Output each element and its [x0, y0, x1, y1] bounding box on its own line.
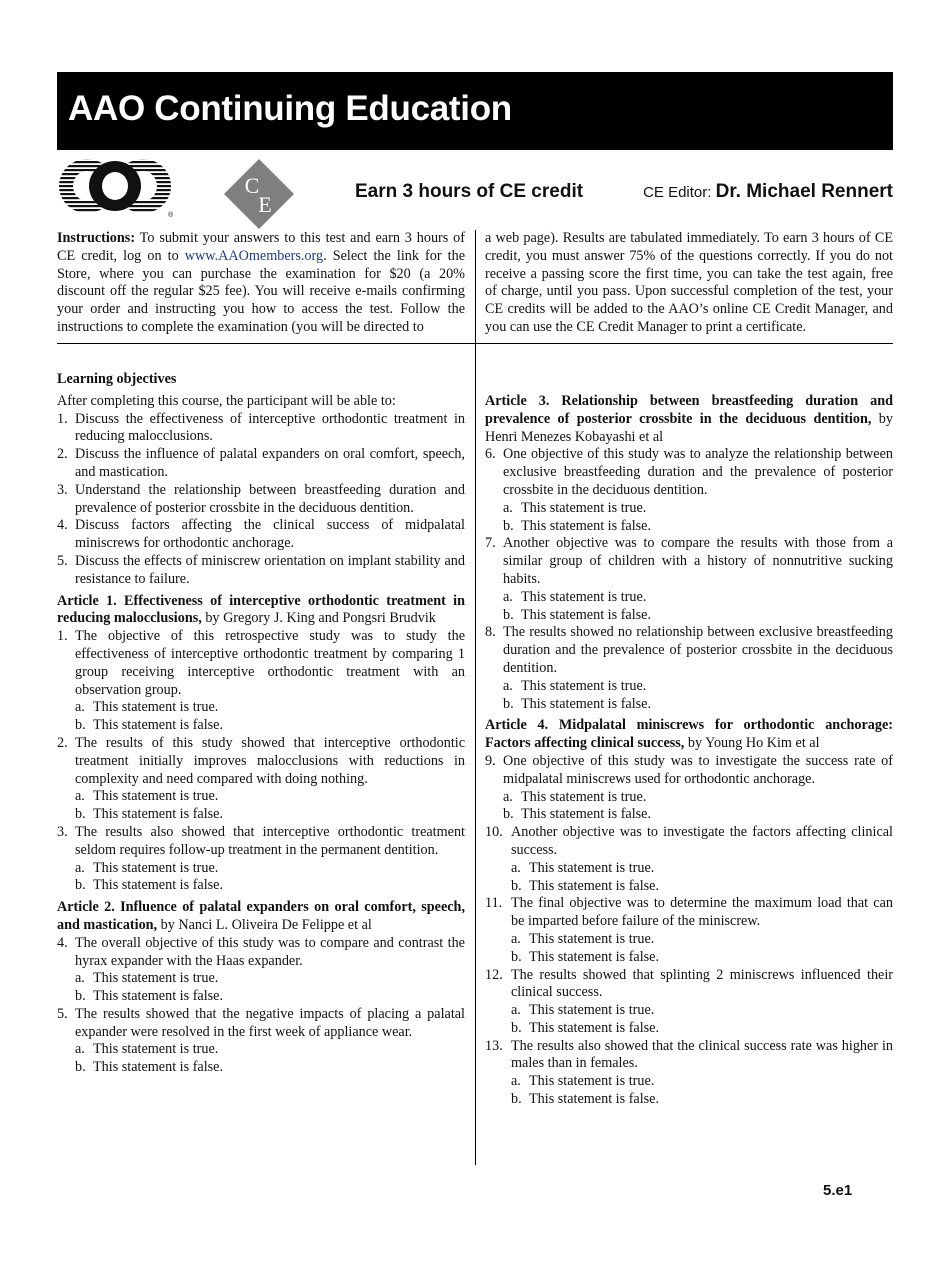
article-4-heading: Article 4. Midpalatal miniscrews for orthodontic anchorage: Factors affecting clinical success, by Young Ho Kim et al: [485, 717, 893, 752]
objectives-intro: After completing this course, the participant will be able to:: [57, 392, 396, 409]
question-7: 7. Another objective was to compare the results with those from a similar group of children with a history of nonnutritive sucking habits.: [485, 535, 893, 587]
question-11: 11. The final objective was to determine the maximum load that can be imparted before failure of the miniscrew.: [485, 895, 893, 930]
option-true[interactable]: a. This statement is true.: [511, 859, 655, 876]
question-6: 6. One objective of this study was to analyze the relationship between exclusive breastfeeding duration and the prevalence of posterior crossbite in the deciduous dentition.: [485, 446, 893, 498]
ce-logo: [222, 157, 296, 231]
question-2: 2. The results of this study showed that interceptive orthodontic treatment initially improves malocclusions with reductions in complexity and need compared with doing nothing.: [57, 734, 465, 787]
question-13: 13. The results also showed that the clinical success rate was higher in males than in females.: [485, 1037, 893, 1072]
option-true[interactable]: a. This statement is true.: [511, 1002, 655, 1019]
left-column: [57, 371, 465, 1077]
option-true[interactable]: a. This statement is true.: [75, 859, 219, 876]
option-false[interactable]: b. This statement is false.: [511, 1091, 660, 1108]
question-12: 12. The results showed that splinting 2 miniscrews influenced their clinical success.: [485, 966, 893, 1001]
option-true[interactable]: a. This statement is true.: [75, 699, 219, 716]
option-true[interactable]: a. This statement is true.: [503, 499, 647, 516]
objectives-list: [57, 411, 465, 589]
option-false[interactable]: b. This statement is false.: [75, 806, 224, 823]
option-false[interactable]: b. This statement is false.: [75, 877, 224, 894]
option-true[interactable]: a. This statement is true.: [503, 677, 647, 694]
instructions-left: [57, 230, 465, 337]
option-false[interactable]: b. This statement is false.: [511, 877, 660, 894]
aao-logo: [57, 157, 175, 219]
option-true[interactable]: a. This statement is true.: [511, 930, 655, 947]
page-title: AAO Continuing Education: [68, 89, 512, 128]
option-true[interactable]: a. This statement is true.: [503, 588, 647, 605]
option-false[interactable]: b. This statement is false.: [75, 988, 224, 1005]
option-false[interactable]: b. This statement is false.: [503, 695, 652, 712]
page-number: 5.e1: [823, 1182, 853, 1199]
question-9: 9. One objective of this study was to investigate the success rate of midpalatal miniscrews used for orthodontic anchorage.: [485, 752, 893, 787]
option-false[interactable]: b. This statement is false.: [511, 948, 660, 965]
option-true[interactable]: a. This statement is true.: [75, 1041, 219, 1058]
instructions-text-2: . Select the link for the Store, where you can purchase the examination for $20 (a 20% discount off the regular $25 fee). You will receive e-mails confirming your order and instructing you how to access the test. Follow the instructions to complete the examination (you will be directed to: [57, 247, 465, 335]
registered-mark: ®: [168, 212, 174, 219]
question-3: 3. The results also showed that interceptive orthodontic treatment seldom requires follow-up treatment in the permanent dentition.: [57, 823, 465, 858]
option-true[interactable]: a. This statement is true.: [511, 1073, 655, 1090]
question-10: 10. Another objective was to investigate the factors affecting clinical success.: [485, 824, 893, 858]
objective-item: 1. Discuss the effectiveness of interceptive orthodontic treatment in reducing malocclusions.: [57, 410, 465, 445]
instructions-right: a web page). Results are tabulated immediately. To earn 3 hours of CE credit, you must answer 75% of the questions correctly. If you do not receive a passing score the first time, you can take the test again, free of charge, until you pass. Upon successful completion of the test, your CE credits will be added to the AAO’s online CE Credit Manager, and you can use the CE Credit Manager to print a certificate.: [485, 230, 893, 335]
ce-logo-e: E: [258, 192, 272, 217]
instructions-text-1: To submit your answers to this test and earn 3 hours of CE credit, log on to: [57, 230, 465, 264]
instructions-label: Instructions:: [57, 230, 136, 246]
header-banner: [57, 72, 893, 150]
column-divider: [475, 230, 476, 1165]
ce-logo-c: C: [244, 173, 260, 198]
objective-item: 3. Understand the relationship between breastfeeding duration and prevalence of posterior crossbite in the deciduous dentition.: [57, 481, 465, 516]
question-1: 1. The objective of this retrospective study was to study the effectiveness of interceptive orthodontic treatment by comparing 1 group receiving interceptive orthodontic treatment with an observation group.: [57, 628, 465, 698]
ce-editor: [643, 181, 893, 203]
option-false[interactable]: b. This statement is false.: [503, 606, 652, 623]
editor-label: CE Editor:: [643, 184, 716, 201]
option-false[interactable]: b. This statement is false.: [511, 1019, 660, 1036]
right-column: [485, 393, 893, 1109]
objective-item: 4. Discuss factors affecting the clinical success of midpalatal miniscrews for orthodontic anchorage.: [57, 517, 465, 552]
article-2-heading: Article 2. Influence of palatal expanders on oral comfort, speech, and mastication, by Nanci L. Oliveira De Felippe et al: [57, 899, 465, 933]
question-4: 4. The overall objective of this study was to compare and contrast the hyrax expander with the Haas expander.: [57, 934, 465, 969]
option-false[interactable]: b. This statement is false.: [75, 717, 224, 734]
option-false[interactable]: b. This statement is false.: [75, 1059, 224, 1076]
option-false[interactable]: b. This statement is false.: [503, 806, 652, 823]
objective-item: 2. Discuss the influence of palatal expanders on oral comfort, speech, and mastication.: [57, 446, 465, 480]
question-5: 5. The results showed that the negative impacts of placing a palatal expander were resolved in the first week of appliance wear.: [57, 1005, 465, 1040]
ce-credit-heading: Earn 3 hours of CE credit: [355, 181, 584, 202]
option-true[interactable]: a. This statement is true.: [75, 970, 219, 987]
option-true[interactable]: a. This statement is true.: [503, 788, 647, 805]
article-3-heading: Article 3. Relationship between breastfeeding duration and prevalence of posterior crossbite in the deciduous dentition, by Henri Menezes Kobayashi et al: [485, 393, 893, 445]
article-1-heading: Article 1. Effectiveness of interceptive orthodontic treatment in reducing malocclusions, by Gregory J. King and Pongsri Brudvik: [57, 592, 465, 627]
objective-item: 5. Discuss the effects of miniscrew orientation on implant stability and resistance to failure.: [57, 552, 465, 587]
aao-members-link[interactable]: www.AAOmembers.org: [184, 247, 324, 264]
objectives-heading: Learning objectives: [57, 371, 177, 387]
option-false[interactable]: b. This statement is false.: [503, 517, 652, 534]
option-true[interactable]: a. This statement is true.: [75, 788, 219, 805]
question-8: 8. The results showed no relationship between exclusive breastfeeding duration and the prevalence of posterior crossbite in the deciduous dentition.: [485, 624, 893, 676]
editor-name: Dr. Michael Rennert: [715, 181, 893, 202]
